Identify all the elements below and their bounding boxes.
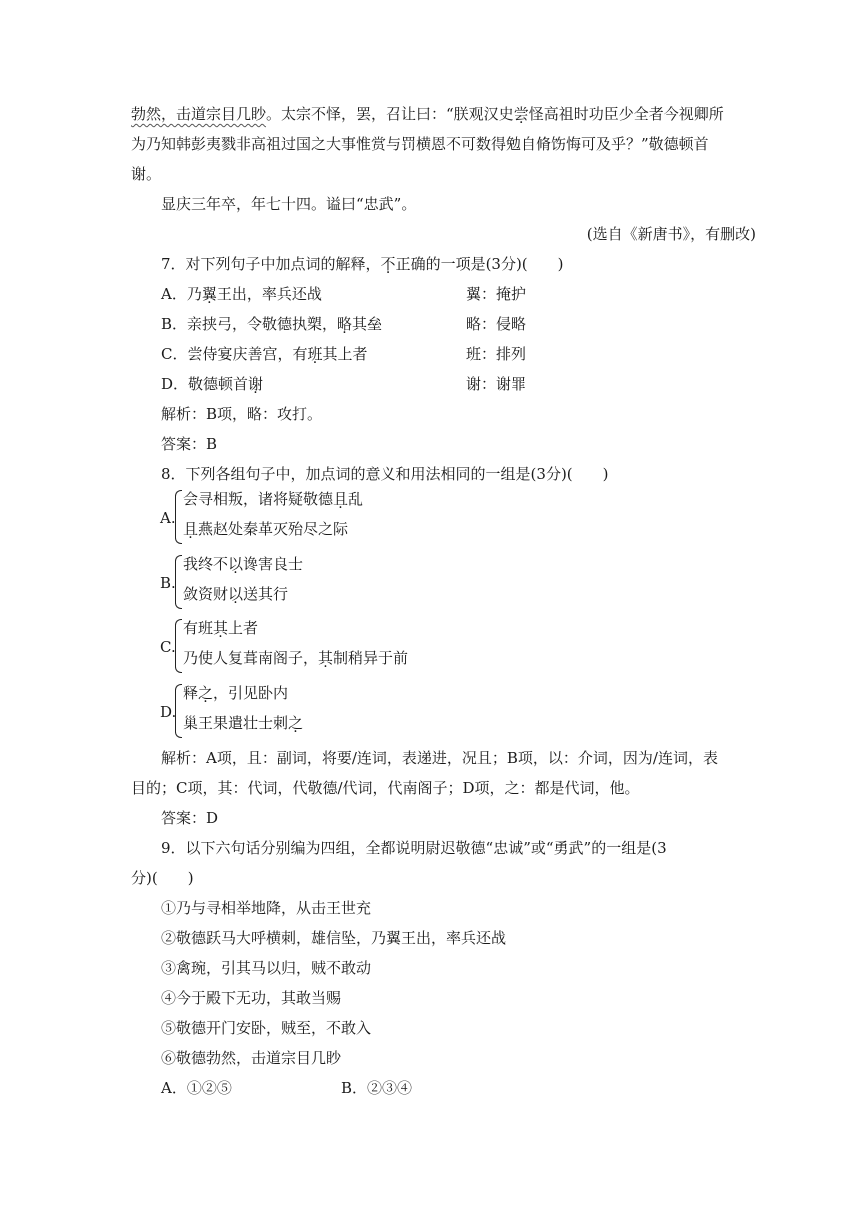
q9-item-4: ④今于殿下无功，其敢当赐 xyxy=(161,989,342,1007)
q9-item-2: ②敬德跃马大呼横刺，雄信坠，乃翼王出，率兵还战 xyxy=(161,929,507,947)
q8-group-b-label: B. xyxy=(160,574,176,592)
dotted-char: 尝 xyxy=(513,105,529,123)
q7-option-d: D．敬德顿首谢 xyxy=(161,375,264,393)
q8-group-a-label: A. xyxy=(160,509,176,527)
q7-gloss-d: 谢：谢罪 xyxy=(466,375,527,393)
q7-option-a: A．乃翼王出，率兵还战 xyxy=(161,285,322,303)
q9-stem-line-2: 分)( ) xyxy=(131,869,194,887)
q8-group-c-label: C. xyxy=(160,638,176,656)
q7-option-c: C．尝侍宴庆善宫，有班其上者 xyxy=(161,345,368,363)
q8-group-d-label: D. xyxy=(160,703,177,721)
q9-item-1: ①乃与寻相举地降，从击王世充 xyxy=(161,899,372,917)
q7-gloss-c: 班：排列 xyxy=(466,345,527,363)
q8-answer: 答案：D xyxy=(161,809,219,827)
q8-c-sentence-2: 乃使人复葺南阁子，其制稍异于前 xyxy=(183,649,409,667)
q7-gloss-a: 翼：掩护 xyxy=(466,285,527,303)
q8-b-sentence-2: 敛资财以送其行 xyxy=(183,585,289,603)
q9-option-a: A．①②⑤ xyxy=(161,1079,232,1097)
q8-d-sentence-1: 释之，引见卧内 xyxy=(183,684,289,702)
q9-item-6: ⑥敬德勃然，击道宗目几眇 xyxy=(161,1049,342,1067)
passage-line-2: 为乃知韩彭夷戮非高祖过国之大事惟赏与罚横恩不可数得勉自脩饬悔可及乎？”敬德顿首 xyxy=(131,135,709,153)
q9-item-3: ③禽琬，引其马以归，贼不敢动 xyxy=(161,959,372,977)
q8-b-sentence-1: 我终不以谗害良士 xyxy=(183,555,304,573)
passage-line-3: 谢。 xyxy=(131,165,162,183)
wavy-underlined-text: 勃然，击道宗目几眇 xyxy=(131,105,267,123)
q7-answer: 答案：B xyxy=(161,435,218,453)
brace xyxy=(175,619,182,673)
q9-option-b: B．②③④ xyxy=(341,1079,413,1097)
q8-a-sentence-2: 且燕赵处秦革灭殆尽之际 xyxy=(183,520,349,538)
q8-c-sentence-1: 有班其上者 xyxy=(183,619,259,637)
q8-d-sentence-2: 巢王果遣壮士刺之 xyxy=(183,714,304,732)
brace xyxy=(175,555,182,609)
passage-line-4: 显庆三年卒，年七十四。谥曰“忠武”。 xyxy=(161,195,417,213)
q7-analysis: 解析：B项，略：攻打。 xyxy=(161,405,323,423)
source-note: (选自《新唐书》，有删改) xyxy=(586,225,756,243)
q7-option-b: B．亲挟弓，令敬德执槊，略其垒 xyxy=(161,315,383,333)
brace xyxy=(175,684,182,738)
q9-item-5: ⑤敬德开门安卧，贼至，不敢入 xyxy=(161,1019,372,1037)
q8-a-sentence-1: 会寻相叛，诸将疑敬德且乱 xyxy=(183,490,364,508)
q8-analysis-line-2: 目的；C项，其：代词，代敬德/代词，代南阁子；D项，之：都是代词，他。 xyxy=(131,779,640,797)
q7-stem: 7．对下列句子中加点词的解释，不正确的一项是(3分)( ) xyxy=(161,255,564,273)
q8-stem: 8．下列各组句子中，加点词的意义和用法相同的一组是(3分)( ) xyxy=(161,465,609,483)
passage-line-1: 勃然，击道宗目几眇。太宗不怿，罢，召让曰：“朕观汉史尝怪高祖时功臣少全者今视卿所 xyxy=(131,105,724,123)
q8-analysis-line-1: 解析：A项，且：副词，将要/连词，表递进，况且；B项，以：介词，因为/连词，表 xyxy=(161,749,718,767)
q9-stem-line-1: 9．以下六句话分别编为四组，全都说明尉迟敬德“忠诚”或“勇武”的一组是(3 xyxy=(161,839,667,857)
q7-gloss-b: 略：侵略 xyxy=(466,315,527,333)
brace xyxy=(175,490,182,544)
